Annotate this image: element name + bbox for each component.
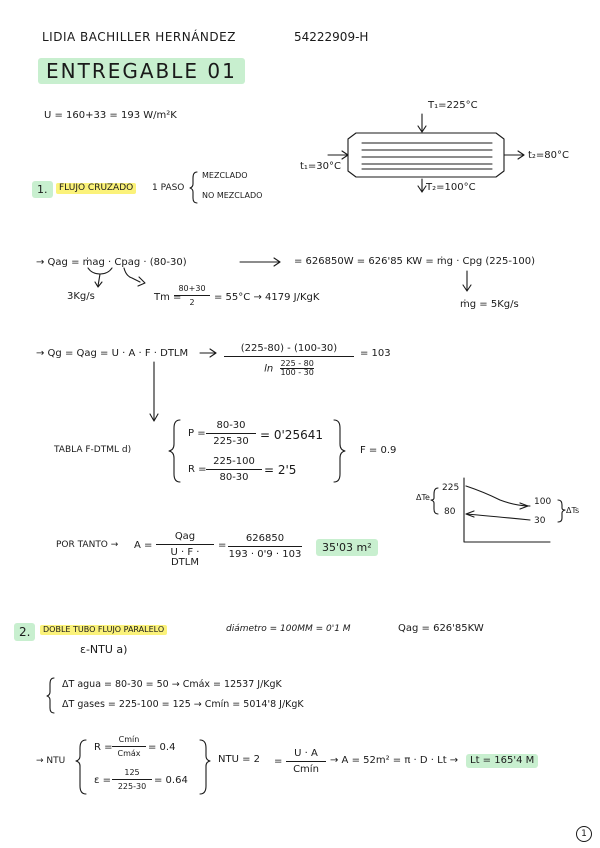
page-number: 1 [576, 826, 592, 842]
ntu-e-fraction: $\frac{125}{225-30}$ [112, 769, 152, 791]
graph-dte: ΔTe [416, 493, 430, 502]
flow-agua: 3Kg/s [67, 291, 95, 302]
diagram-t1-label: t₁=30°C [300, 161, 342, 172]
dtlm-denominator: ln $\frac{225 - 80}{100 - 30}$ [264, 359, 314, 377]
tabla-label: TABLA F-DTML d) [54, 445, 132, 455]
dtlm-fraction [224, 344, 354, 377]
dtlm-numerator: (225-80) - (100-30) [224, 344, 354, 357]
graph-225: 225 [442, 483, 460, 493]
ntu-r-prefix: R = [94, 742, 113, 753]
p-fraction: $\frac{80-30}{225-30}$ [206, 421, 256, 447]
page-title: ENTREGABLE 01 [38, 58, 245, 84]
area-eq: = [218, 540, 227, 551]
tm-prefix: Tm = [154, 292, 182, 303]
ua-eq: = [274, 756, 283, 767]
area-fraction-2: $\frac{626850}{193 \cdot 0'9 \cdot 103}$ [228, 533, 302, 560]
section2-diameter: diámetro = 100MM = 0'1 M [226, 624, 351, 634]
brace-mixed [190, 172, 197, 203]
ntu-e-prefix: ε = [94, 775, 111, 786]
dt-agua: ΔT agua = 80-30 = 50 → Cmáx = 12537 J/KgK [62, 679, 282, 690]
section1-passes: 1 PASO [152, 183, 185, 193]
ntu-e-result: = 0.64 [154, 775, 188, 786]
mg-result: ṁg = 5Kg/s [460, 299, 519, 310]
student-id: 54222909-H [294, 30, 369, 44]
q-result: = 626850W = 626'85 KW = ṁg · Cpg (225-100) [294, 256, 535, 267]
area-result: 35'03 m² [316, 539, 378, 556]
graph-30: 30 [534, 516, 546, 526]
dt-gases: ΔT gases = 225-100 = 125 → Cmín = 5014'8 J/KgK [62, 699, 304, 710]
dtlm-result: = 103 [360, 348, 391, 359]
section2-area-result: → A = 52m² = π · D · Lt → [330, 755, 459, 766]
diagram-T2-label: T₂=100°C [426, 182, 476, 193]
section2-label: DOBLE TUBO FLUJO PARALELO [40, 625, 167, 635]
section2-qag: Qag = 626'85KW [398, 623, 484, 634]
section1-label: FLUJO CRUZADO [56, 183, 136, 194]
r-prefix: R = [188, 464, 207, 475]
u-formula: U = 160+33 = 193 W/m²K [44, 110, 177, 121]
tm-result: = 55°C → 4179 J/KgK [214, 292, 320, 303]
qg-line: → Qg = Qag = U · A · F · DTLM [36, 348, 189, 359]
r-result: = 2'5 [264, 463, 297, 477]
p-prefix: P = [188, 428, 206, 439]
section1-option-mixed: MEZCLADO [202, 171, 248, 180]
r-fraction: $\frac{225-100}{80-30}$ [206, 457, 262, 483]
ntu-label: → NTU [36, 756, 66, 766]
section1-number: 1. [32, 181, 53, 198]
lt-result: Lt = 165'4 M [466, 754, 538, 768]
section1-option-unmixed: NO MEZCLADO [202, 191, 263, 200]
q-agua-line: → Qag = ṁag · Cpag · (80-30) [36, 257, 187, 268]
p-result: = 0'25641 [260, 428, 323, 442]
section2-number: 2. [14, 623, 35, 641]
area-fraction-1: Qag U · F · DTLM [156, 532, 214, 568]
f-result: F = 0.9 [360, 445, 397, 456]
diagram-t2-label: t₂=80°C [528, 150, 570, 161]
ntu-r-fraction: Cmín Cmáx [112, 736, 146, 758]
tm-numerator: 80+30 [174, 285, 210, 296]
graph-80: 80 [444, 507, 456, 517]
ntu-value: NTU = 2 [218, 754, 261, 765]
heat-exchanger-diagram [328, 114, 524, 192]
diagram-T1-label: T₁=225°C [428, 100, 478, 111]
ntu-r-result: = 0.4 [148, 742, 176, 753]
tm-denominator: 2 [189, 298, 195, 307]
area-prefix: A = [134, 540, 153, 551]
author-name: LIDIA BACHILLER HERNÁNDEZ [42, 30, 236, 44]
graph-100: 100 [534, 497, 552, 507]
por-tanto: POR TANTO → [56, 540, 119, 550]
tm-fraction [174, 285, 210, 307]
section2-method: ε-NTU a) [80, 643, 128, 656]
graph-dts: ΔTs [566, 506, 580, 515]
ua-fraction: U · A Cmín [286, 749, 326, 775]
